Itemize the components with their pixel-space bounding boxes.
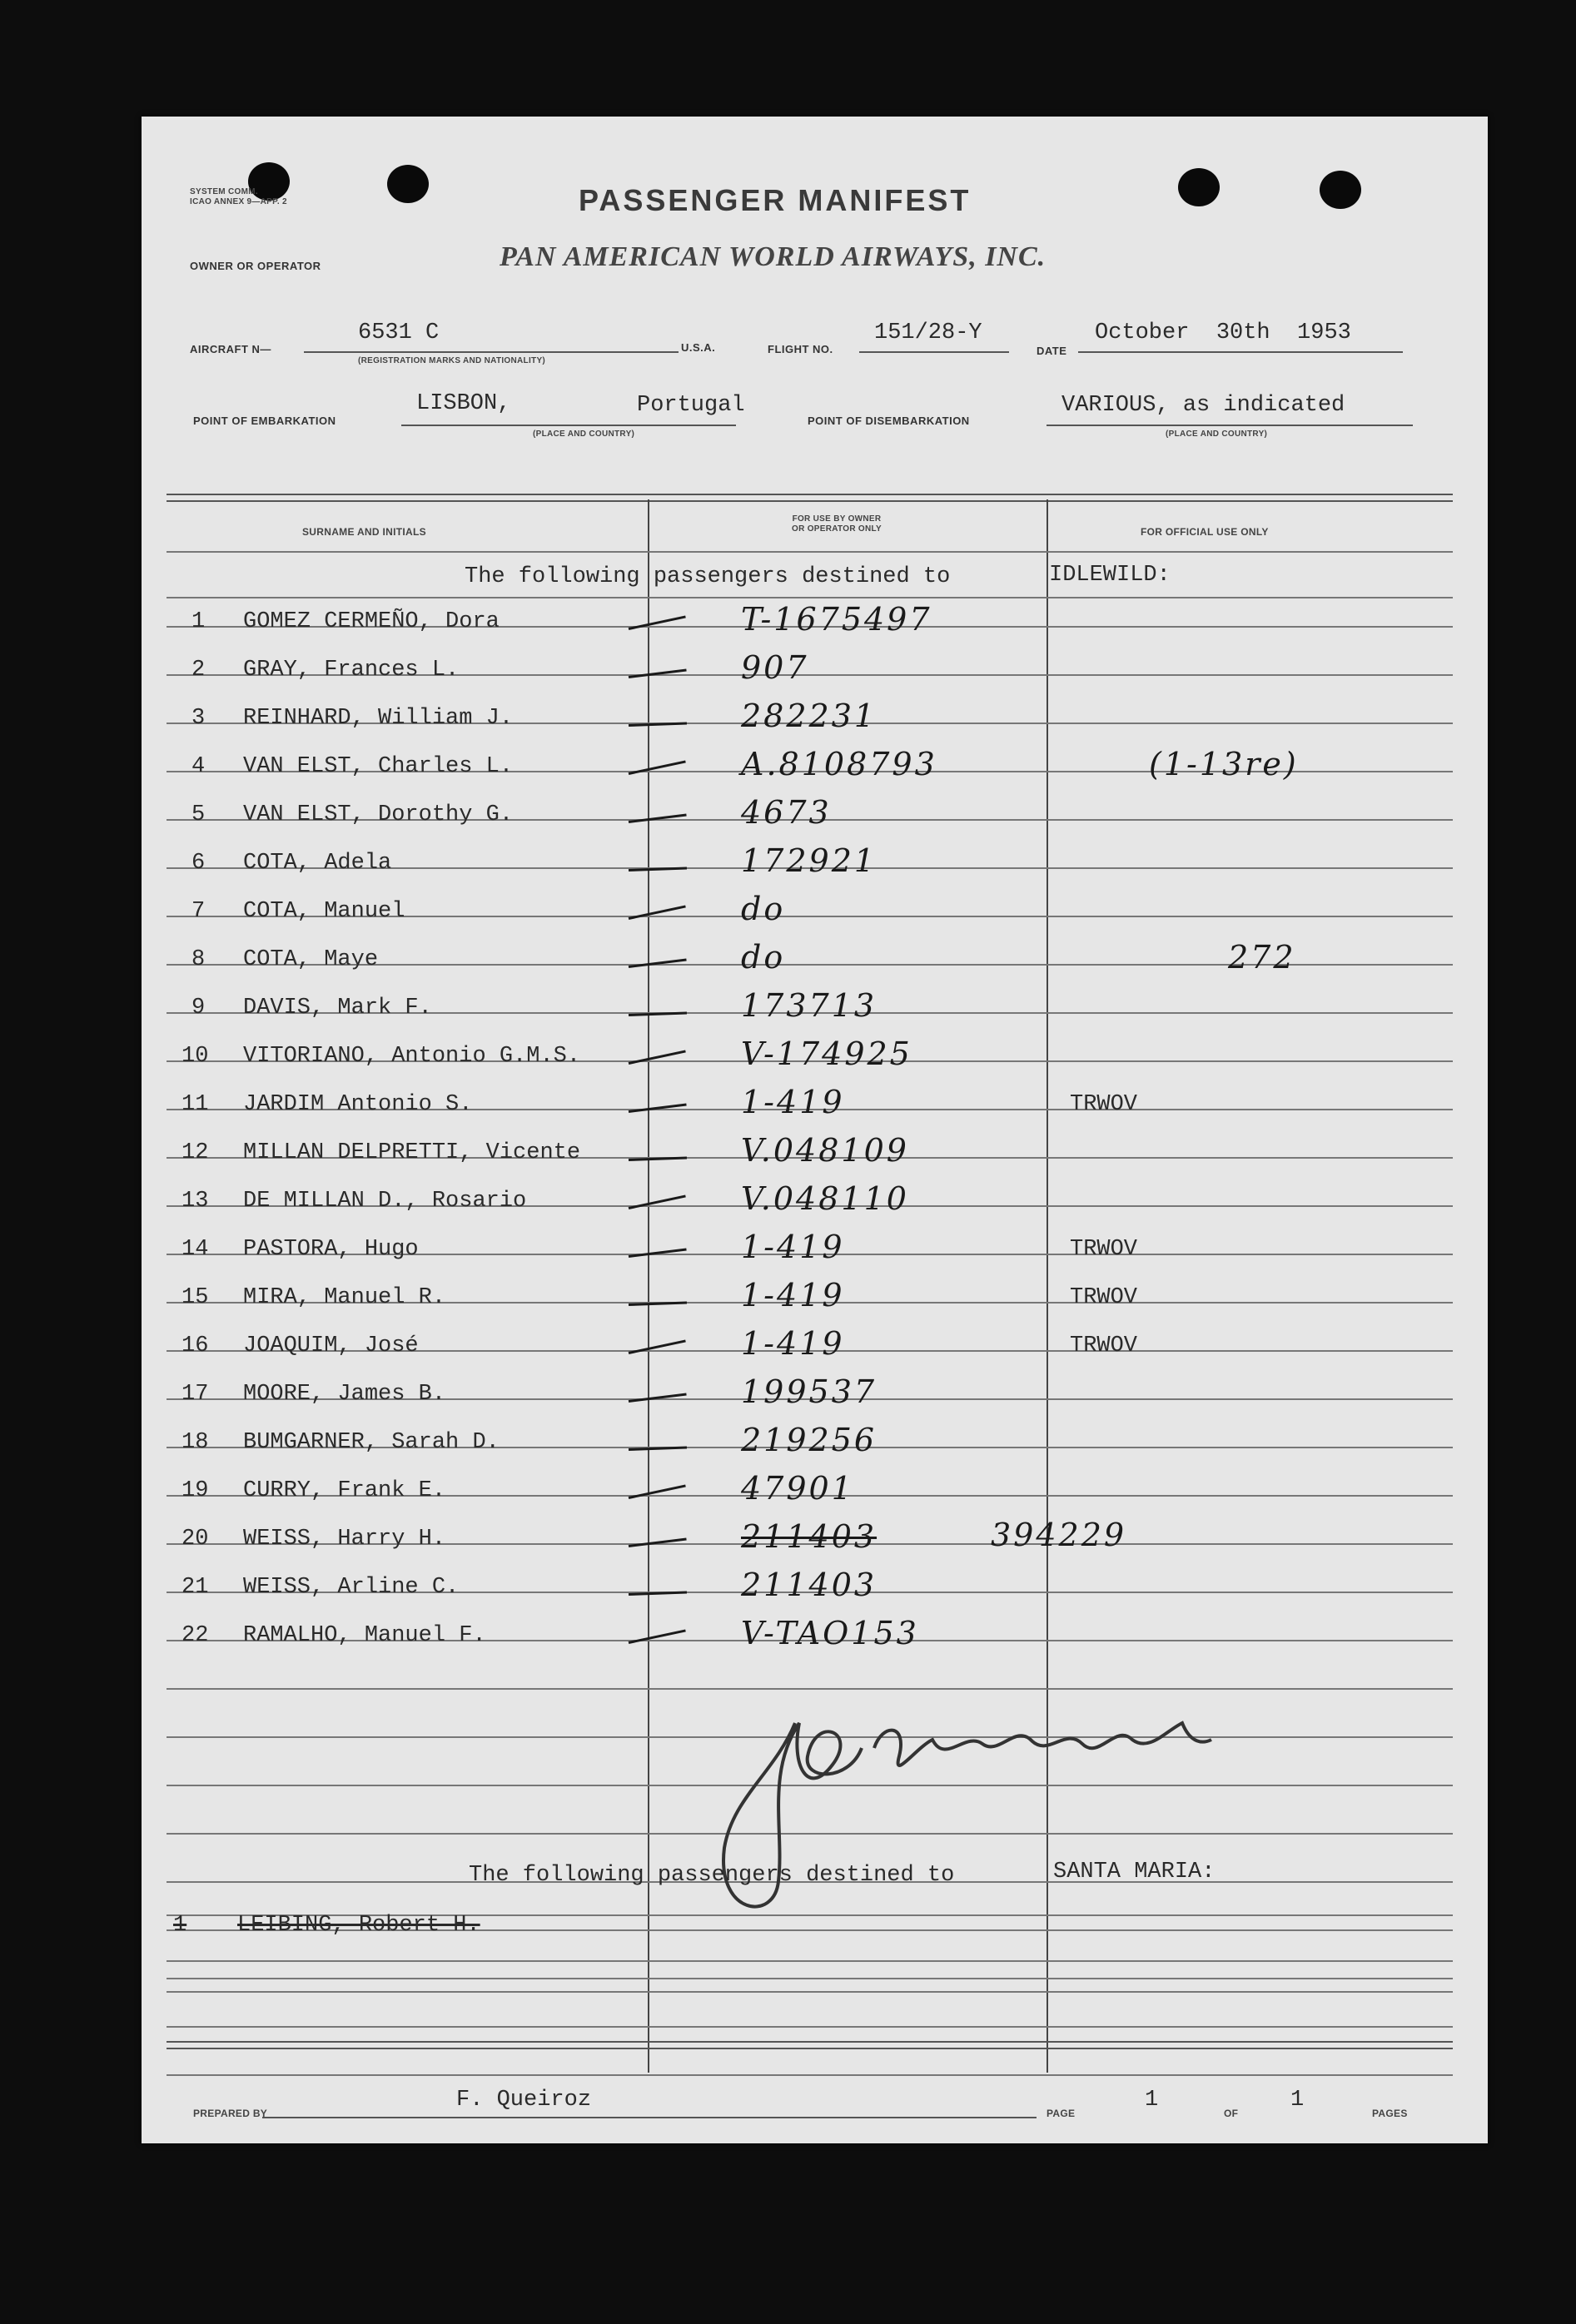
row-rule: [167, 597, 1453, 598]
check-mark: [629, 615, 686, 629]
flight-value: 151/28-Y: [874, 320, 982, 345]
airline-name: PAN AMERICAN WORLD AIRWAYS, INC.: [500, 241, 1047, 272]
official-use-note: (1-13re): [1149, 746, 1299, 782]
document-number: 172921: [741, 842, 877, 879]
page-total: 1: [1290, 2088, 1305, 2113]
passenger-number: 7: [191, 899, 206, 924]
crossed-entry-number: 1: [173, 1913, 187, 1938]
page-label: PAGE: [1047, 2108, 1076, 2119]
passenger-number: 11: [181, 1092, 209, 1117]
document-number: do: [741, 939, 786, 976]
usa-label: U.S.A.: [681, 341, 716, 354]
official-use-note: 272: [1228, 939, 1296, 976]
official-use-note: TRWOV: [1070, 1092, 1138, 1117]
passenger-number: 17: [181, 1382, 209, 1407]
document-number: 211403: [741, 1518, 877, 1555]
check-mark: [629, 1629, 686, 1643]
passenger-number: 4: [191, 754, 206, 779]
signature-text: J.D. Greenwood: [724, 1964, 731, 1965]
document-number: 1-419: [741, 1325, 845, 1362]
document-number: V.048110: [741, 1180, 909, 1217]
manifest-sheet: [142, 117, 1488, 2143]
page-title: PASSENGER MANIFEST: [579, 183, 972, 217]
passenger-name: MOORE, James B.: [243, 1382, 446, 1407]
column-divider-left: [648, 499, 649, 2073]
flight-underline: [859, 351, 1009, 353]
official-use-note: TRWOV: [1070, 1237, 1138, 1262]
document-number: V.048109: [741, 1132, 909, 1169]
form-code: [190, 187, 287, 207]
punch-hole: [1320, 171, 1361, 209]
section2-destination: SANTA MARIA:: [1053, 1860, 1216, 1885]
date-label: DATE: [1037, 345, 1067, 357]
flight-label: FLIGHT NO.: [768, 343, 833, 355]
punch-hole: [1178, 168, 1220, 206]
prepared-by-value: F. Queiroz: [456, 2088, 592, 2113]
passenger-name: COTA, Manuel: [243, 899, 405, 924]
owner-use-header-line-2: OR OPERATOR ONLY: [792, 524, 882, 534]
disembarkation-label: POINT OF DISEMBARKATION: [808, 415, 970, 427]
document-number: 4673: [741, 794, 832, 831]
surname-column-header: SURNAME AND INITIALS: [302, 526, 426, 538]
document-number: 219256: [741, 1422, 877, 1458]
disembarkation-underline: [1047, 425, 1413, 426]
date-underline: [1078, 351, 1403, 353]
passenger-name: MILLAN DELPRETTI, Vicente: [243, 1140, 581, 1165]
aircraft-value: 6531 C: [358, 320, 440, 345]
embarkation-underline: [401, 425, 736, 426]
row-rule: [167, 551, 1453, 553]
owner-use-column-header: [749, 514, 924, 534]
table-bottom-rule: [167, 2041, 1453, 2049]
owner-use-header-line-1: FOR USE BY OWNER: [792, 514, 882, 524]
aircraft-label: AIRCRAFT N—: [190, 343, 271, 355]
document-number: 1-419: [741, 1277, 845, 1313]
row-rule: [167, 2074, 1453, 2076]
row-rule: [167, 1978, 1453, 1979]
passenger-number: 18: [181, 1430, 209, 1455]
official-use-note: TRWOV: [1070, 1285, 1138, 1310]
passenger-number: 16: [181, 1333, 209, 1358]
passenger-name: COTA, Maye: [243, 947, 379, 972]
passenger-number: 8: [191, 947, 206, 972]
document-number: T-1675497: [741, 601, 932, 638]
document-number: A.8108793: [741, 746, 937, 782]
passenger-number: 12: [181, 1140, 209, 1165]
official-use-note: TRWOV: [1070, 1333, 1138, 1358]
document-number: 1-419: [741, 1084, 845, 1120]
document-number: 1-419: [741, 1229, 845, 1265]
passenger-number: 5: [191, 802, 206, 827]
row-rule: [167, 1991, 1453, 1993]
document-number: 907: [741, 649, 809, 686]
crossed-entry-name: LEIBING, Robert H.: [237, 1913, 480, 1938]
passenger-number: 13: [181, 1189, 209, 1214]
aircraft-underline: [304, 351, 679, 353]
document-number: V-TAO153: [741, 1615, 919, 1651]
passenger-number: 19: [181, 1478, 209, 1503]
passenger-name: GRAY, Frances L.: [243, 658, 460, 683]
passenger-name: MIRA, Manuel R.: [243, 1285, 446, 1310]
passenger-number: 3: [191, 706, 206, 731]
check-mark: [629, 905, 686, 919]
passenger-name: JARDIM Antonio S.: [243, 1092, 473, 1117]
passenger-name: DAVIS, Mark F.: [243, 996, 432, 1020]
document-number-correction: 394229: [991, 1517, 1127, 1553]
embarkation-caption: (PLACE AND COUNTRY): [533, 430, 635, 439]
embarkation-label: POINT OF EMBARKATION: [193, 415, 336, 427]
document-number: 47901: [741, 1470, 854, 1507]
passenger-name: WEISS, Arline C.: [243, 1575, 460, 1600]
passenger-name: COTA, Adela: [243, 851, 392, 876]
check-mark: [629, 1050, 686, 1064]
row-rule: [167, 2026, 1453, 2028]
disembarkation-caption: (PLACE AND COUNTRY): [1166, 430, 1268, 439]
passenger-name: VAN ELST, Dorothy G.: [243, 802, 514, 827]
passenger-name: RAMALHO, Manuel F.: [243, 1623, 486, 1648]
pages-label: PAGES: [1372, 2108, 1408, 2119]
of-label: OF: [1224, 2108, 1239, 2119]
passenger-name: PASTORA, Hugo: [243, 1237, 419, 1262]
passenger-name: CURRY, Frank E.: [243, 1478, 446, 1503]
section1-intro: The following passengers destined to: [465, 564, 951, 589]
passenger-number: 20: [181, 1527, 209, 1552]
document-number: do: [741, 891, 786, 927]
passenger-number: 9: [191, 996, 206, 1020]
official-use-column-header: FOR OFFICIAL USE ONLY: [1141, 526, 1269, 538]
check-mark: [629, 760, 686, 774]
passenger-name: BUMGARNER, Sarah D.: [243, 1430, 500, 1455]
document-number: 282231: [741, 698, 877, 734]
registration-caption: (REGISTRATION MARKS AND NATIONALITY): [358, 356, 546, 365]
check-mark: [629, 1484, 686, 1498]
passenger-number: 22: [181, 1623, 209, 1648]
passenger-name: VITORIANO, Antonio G.M.S.: [243, 1044, 581, 1069]
passenger-number: 21: [181, 1575, 209, 1600]
form-code-line-1: SYSTEM COMM.: [190, 187, 258, 196]
date-value: October 30th 1953: [1095, 320, 1351, 345]
check-mark: [629, 1194, 686, 1209]
prepared-by-underline: [262, 2117, 1037, 2118]
section1-destination: IDLEWILD:: [1049, 563, 1171, 588]
document-number: 211403: [741, 1567, 877, 1603]
page-number: 1: [1145, 2088, 1159, 2113]
passenger-name: REINHARD, William J.: [243, 706, 514, 731]
punch-hole: [387, 165, 429, 203]
embarkation-country: Portugal: [637, 393, 745, 418]
passenger-number: 1: [191, 609, 206, 634]
passenger-number: 10: [181, 1044, 209, 1069]
form-code-line-2: ICAO ANNEX 9—APP. 2: [190, 197, 287, 206]
passenger-name: JOAQUIM, José: [243, 1333, 419, 1358]
section2-intro: The following passengers destined to: [469, 1863, 955, 1888]
passenger-name: VAN ELST, Charles L.: [243, 754, 514, 779]
passenger-name: GOMEZ CERMEÑO, Dora: [243, 609, 500, 634]
disembarkation-value: VARIOUS, as indicated: [1061, 393, 1345, 418]
document-number: 199537: [741, 1373, 877, 1410]
passenger-number: 15: [181, 1285, 209, 1310]
embarkation-city: LISBON,: [416, 391, 511, 416]
prepared-by-label: PREPARED BY: [193, 2108, 268, 2119]
passenger-number: 14: [181, 1237, 209, 1262]
passenger-name: WEISS, Harry H.: [243, 1527, 446, 1552]
passenger-name: DE MILLAN D., Rosario: [243, 1189, 527, 1214]
table-top-rule: [167, 494, 1453, 502]
owner-label: OWNER OR OPERATOR: [190, 260, 321, 272]
signature: [716, 1673, 1216, 1973]
check-mark: [629, 1339, 686, 1353]
document-number: V-174925: [741, 1035, 912, 1072]
passenger-number: 6: [191, 851, 206, 876]
document-number: 173713: [741, 987, 877, 1024]
passenger-number: 2: [191, 658, 206, 683]
